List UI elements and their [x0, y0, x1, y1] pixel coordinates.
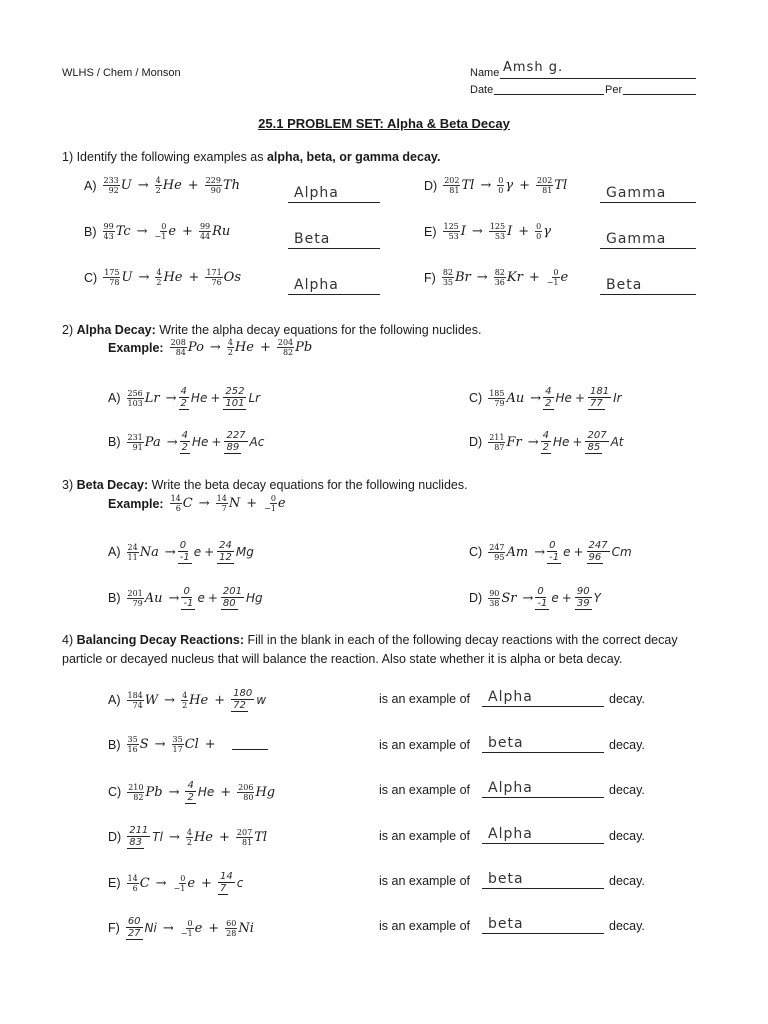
q1-answer-a[interactable]: Alpha	[288, 186, 380, 203]
q2-item-b: B) 231 91 Pa → 4 2 He + $\frac{227}{89}$ Ac	[108, 430, 265, 453]
q4-answer-c[interactable]: Alpha	[482, 781, 604, 798]
q4-decay-text: decay.	[609, 874, 645, 888]
q3-example: Example: 14 6 C → 14 7 N + 0 −1 e	[108, 494, 286, 513]
q4-b-equation: B) 35 16 S → 35 17 Cl +	[108, 735, 268, 754]
q4-example-text: is an example of	[379, 783, 471, 797]
q1-item-c: C) 175 78 U → 4 2 He + 171 76 Os	[84, 268, 242, 287]
q4-a-equation: A) 184 74 W → 4 2 He + $\frac{180}{72}$ w	[108, 688, 267, 711]
q2-example: Example: 208 84 Po → 4 2 He + 204 82 Pb	[108, 338, 313, 357]
date-label: Date	[470, 84, 494, 96]
date-field[interactable]	[494, 94, 604, 95]
q1-answer-c[interactable]: Alpha	[288, 278, 380, 295]
q3-item-b: B) 201 79 Au → 0 -1 e + $\frac{201}{80}$ Hg	[108, 586, 263, 609]
q1-answer-f[interactable]: Beta	[600, 278, 696, 295]
q1-item-a: A) 233 92 U → 4 2 He + 229 90 Th	[84, 176, 241, 195]
q1-prompt: 1) Identify the following examples as alpha, beta, or gamma decay.	[62, 150, 441, 164]
q3-item-d: D) 90 38 Sr → 0 -1 e + $\frac{90}{39}$ Y	[469, 586, 601, 609]
name-field[interactable]	[500, 78, 696, 79]
q4-example-text: is an example of	[379, 738, 471, 752]
q2-item-c: C) 185 79 Au → 4 2 He + $\frac{181}{77}$ Ir	[469, 386, 622, 409]
q4-c-equation: C) 210 82 Pb → 4 2 He + 206 80 Hg	[108, 780, 276, 803]
per-field[interactable]	[623, 94, 696, 95]
q4-answer-d[interactable]: Alpha	[482, 827, 604, 844]
q4-decay-text: decay.	[609, 783, 645, 797]
q1-item-d: D) 202 81 Tl → 0 0 γ + 202 81 Tl	[424, 176, 568, 195]
q3-item-c: C) 247 95 Am → 0 -1 e + $\frac{247}{96}$ Cm	[469, 540, 632, 563]
q4-example-text: is an example of	[379, 874, 471, 888]
q4-b-blank[interactable]	[232, 739, 268, 750]
q4-d-equation: D) 211 83 Tl → 4 2 He + 207 81 Tl	[108, 825, 268, 848]
q4-answer-a[interactable]: Alpha	[482, 690, 604, 707]
name-value: Amsh g.	[503, 60, 564, 75]
q4-decay-text: decay.	[609, 829, 645, 843]
q4-answer-f[interactable]: beta	[482, 917, 604, 934]
q4-answer-b[interactable]: beta	[482, 736, 604, 753]
q1-item-f: F) 82 35 Br → 82 36 Kr + 0 −1 e	[424, 268, 569, 287]
name-label: Name	[470, 67, 500, 79]
q4-f-equation: F) 60 27 Ni → 0 −1 e + 60 28 Ni	[108, 916, 254, 939]
q4-decay-text: decay.	[609, 738, 645, 752]
q2-item-a: A) 256 103 Lr → 4 2 He + $\frac{252}{101}$ Lr	[108, 386, 261, 409]
q4-example-text: is an example of	[379, 692, 471, 706]
q2-prompt: 2) Alpha Decay: Write the alpha decay equations for the following nuclides.	[62, 323, 482, 337]
q4-example-text: is an example of	[379, 829, 471, 843]
q1-answer-b[interactable]: Beta	[288, 232, 380, 249]
q3-prompt: 3) Beta Decay: Write the beta decay equations for the following nuclides.	[62, 478, 468, 492]
per-label: Per	[605, 84, 623, 96]
q1-answer-d[interactable]: Gamma	[600, 186, 696, 203]
course-label: WLHS / Chem / Monson	[62, 67, 181, 79]
q4-e-equation: E) 14 6 C → 0 −1 e + $\frac{14}{7}$ c	[108, 871, 244, 894]
q1-answer-e[interactable]: Gamma	[600, 232, 696, 249]
q4-example-text: is an example of	[379, 919, 471, 933]
q1-item-b: B) 99 43 Tc → 0 −1 e + 99 44 Ru	[84, 222, 231, 241]
page-title: 25.1 PROBLEM SET: Alpha & Beta Decay	[258, 116, 510, 131]
q4-decay-text: decay.	[609, 919, 645, 933]
q1-item-e: E) 125 53 I → 125 53 I + 0 0 γ	[424, 222, 552, 241]
q4-prompt: 4) Balancing Decay Reactions: Fill in the blank in each of the following decay reactions with the correct decay particle or decayed nucleus that will balance the reaction. Also state whether it is alpha or beta decay.	[62, 633, 678, 666]
q3-item-a: A) 24 11 Na → 0 -1 e + $\frac{24}{12}$ Mg	[108, 540, 254, 563]
q4-answer-e[interactable]: beta	[482, 872, 604, 889]
q4-decay-text: decay.	[609, 692, 645, 706]
q2-item-d: D) 211 87 Fr → 4 2 He + $\frac{207}{85}$ At	[469, 430, 624, 453]
